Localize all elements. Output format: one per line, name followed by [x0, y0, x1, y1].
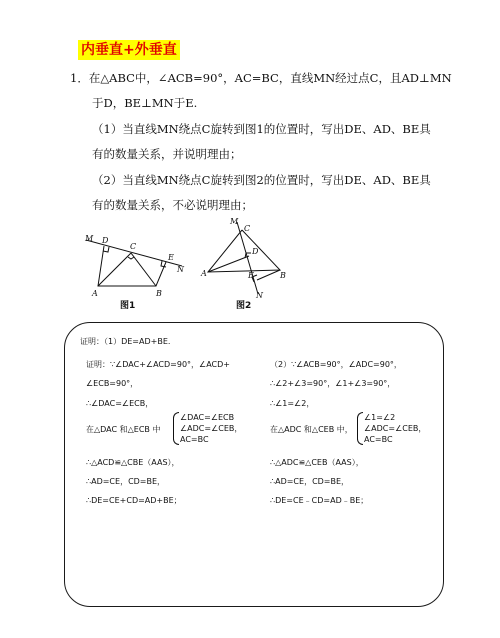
label-n: N — [177, 265, 184, 274]
left-line-7: ∴DE=CE+CD=AD+BE； — [86, 496, 182, 505]
solution-intro: 证明：（1）DE=AD+BE. — [80, 337, 171, 346]
figure-1-diagram — [84, 230, 194, 300]
left-line-4: 在△DAC 和△ECB 中 — [86, 425, 161, 434]
label-m: M — [85, 234, 94, 243]
right-line-1: （2）∵∠ACB=90°，∠ADC=90°， — [270, 360, 402, 369]
right-system-row-3: AC=BC — [364, 435, 393, 444]
left-system — [173, 412, 242, 445]
right-line-6: ∴AD=CE，CD=BE， — [270, 477, 350, 486]
left-system-row-1: ∠DAC=∠ECB — [180, 413, 235, 422]
problem-line-5: （2）当直线MN绕点C旋转到图2的位置时，写出DE、AD、BE具 — [92, 173, 431, 187]
segment-be — [257, 270, 280, 280]
label-d: D — [102, 236, 109, 245]
label-b: B — [280, 271, 286, 280]
problem-line-6: 有的数量关系，不必说明理由； — [92, 198, 253, 212]
left-system-row-2: ∠ADC=∠CEB， — [180, 424, 243, 433]
problem-line-1: 1．在△ABC中，∠ACB=90°，AC=BC，直线MN经过点C，且AD⊥MN — [70, 71, 452, 85]
figure-2-diagram — [200, 216, 290, 300]
label-a: A — [201, 269, 207, 278]
segment-ac — [98, 253, 131, 286]
label-e: E — [248, 271, 254, 280]
section-tag: 内垂直+外垂直 — [78, 40, 180, 60]
right-line-4: 在△ADC 和△CEB 中， — [270, 425, 353, 434]
label-a: A — [92, 289, 98, 298]
label-d: D — [252, 247, 259, 256]
figure-2-caption: 图2 — [236, 301, 252, 311]
right-system-row-2: ∠ADC=∠CEB， — [364, 424, 427, 433]
label-m: M — [230, 217, 239, 226]
label-e: E — [168, 253, 174, 262]
triangle-acb — [208, 230, 280, 272]
right-line-7: ∴DE=CE﹣CD=AD﹣BE； — [270, 496, 369, 505]
right-line-3: ∴∠1=∠2， — [270, 399, 315, 408]
problem-line-3: （1）当直线MN绕点C旋转到图1的位置时，写出DE、AD、BE具 — [92, 122, 431, 136]
problem-line-2: 于D，BE⊥MN于E. — [92, 96, 198, 110]
right-system-row-1: ∠1=∠2 — [364, 413, 396, 422]
right-line-2: ∴∠2+∠3=90°，∠1+∠3=90°， — [270, 379, 396, 388]
left-line-1: 证明：∵∠DAC+∠ACD=90°，∠ACD+ — [86, 360, 230, 369]
right-line-5: ∴△ADC≌△CEB（AAS）， — [270, 458, 364, 467]
right-angle-c — [128, 257, 134, 259]
left-line-5: ∴△ACD≌△CBE（AAS）， — [86, 458, 180, 467]
label-c: C — [130, 242, 137, 251]
problem-line-4: 有的数量关系，并说明理由； — [92, 147, 242, 161]
left-line-2: ∠ECB=90°， — [86, 379, 139, 388]
figure-1-caption: 图1 — [120, 301, 136, 311]
left-system-row-3: AC=BC — [180, 435, 209, 444]
right-system — [357, 412, 426, 445]
left-line-3: ∴∠DAC=∠ECB， — [86, 399, 154, 408]
left-line-6: ∴AD=CE，CD=BE， — [86, 477, 166, 486]
label-b: B — [156, 289, 162, 298]
label-n: N — [256, 291, 263, 300]
label-c: C — [244, 224, 251, 233]
